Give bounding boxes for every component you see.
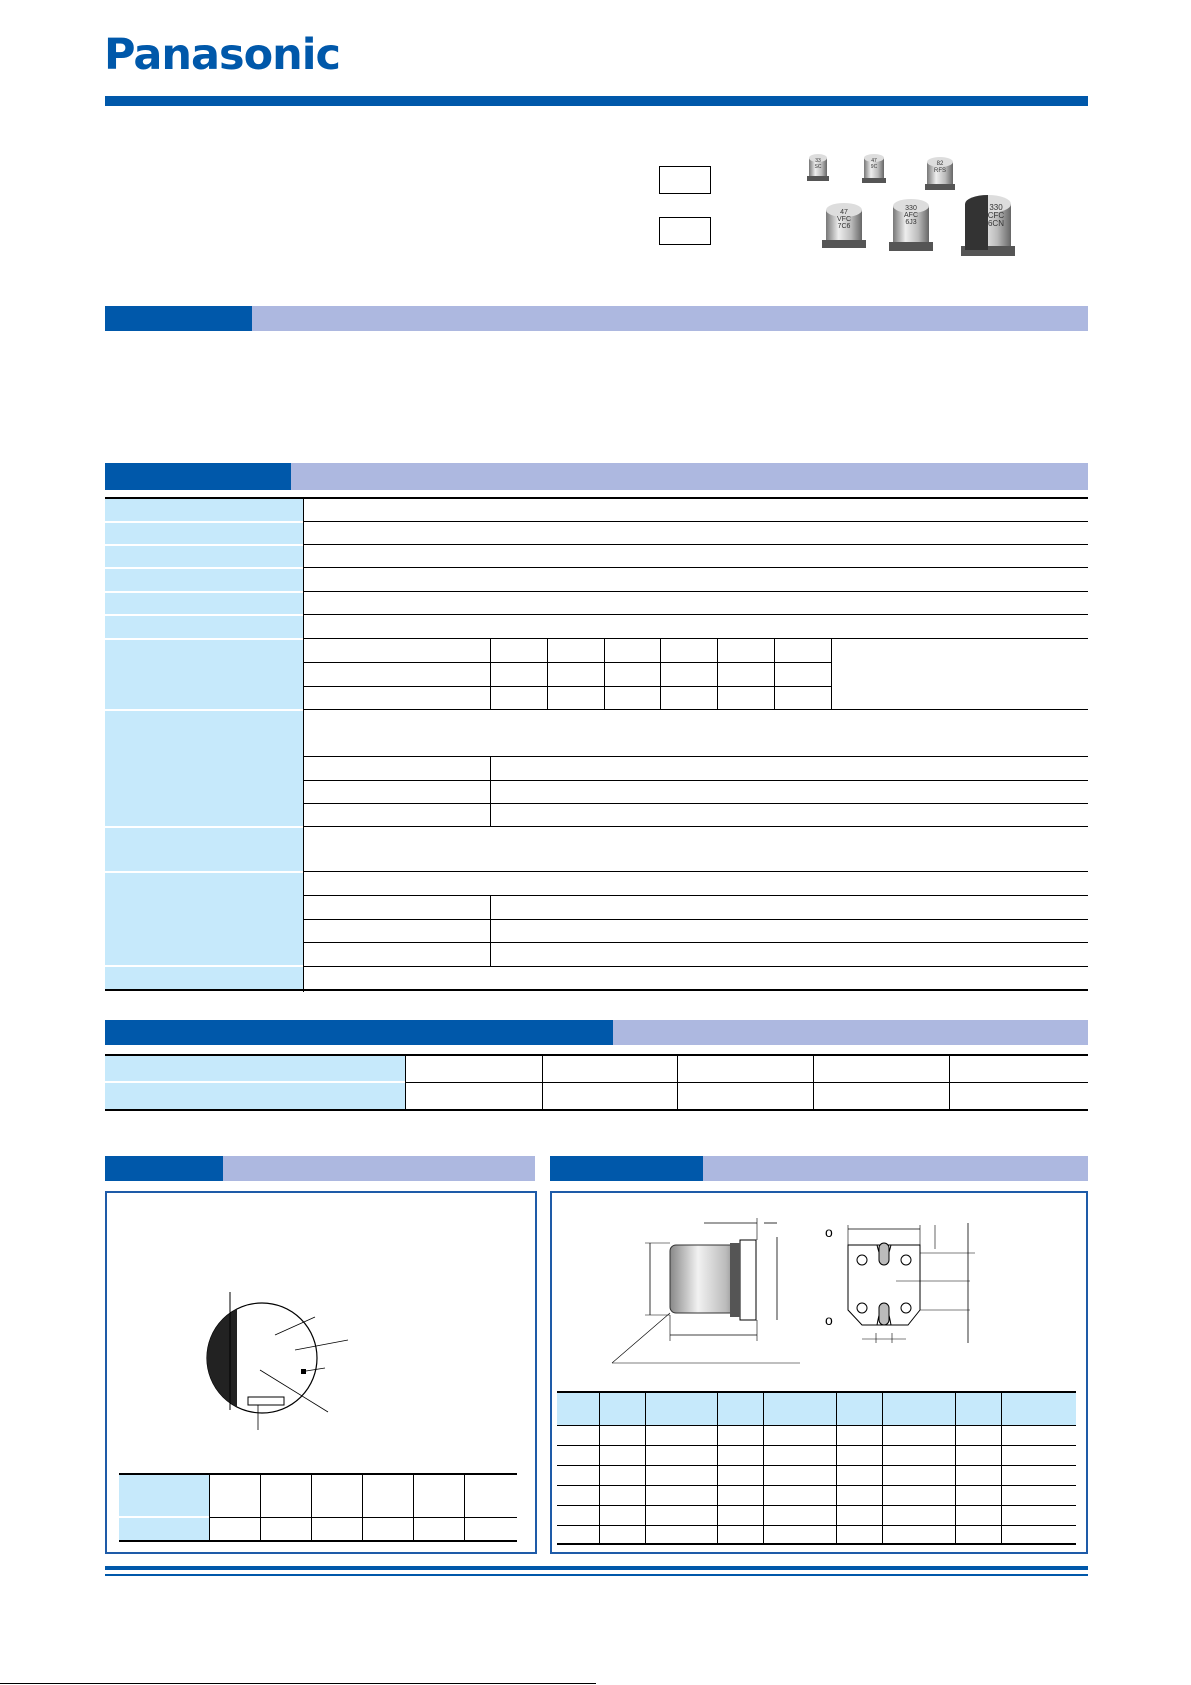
footer-rule-bottom bbox=[105, 1574, 1088, 1576]
marking-diagram-header bbox=[105, 1156, 535, 1181]
marking-box-1 bbox=[659, 166, 711, 194]
product-photos bbox=[800, 150, 1030, 270]
capacitor-photo-5 bbox=[889, 199, 933, 251]
photo-1-line-1: 33 bbox=[815, 158, 821, 164]
header-rule bbox=[105, 96, 1088, 106]
capacitor-photo-4 bbox=[822, 203, 866, 248]
section-tab bbox=[105, 306, 252, 331]
photo-5-line-1: 330 bbox=[905, 205, 917, 212]
photo-4-line-3: 7C6 bbox=[837, 223, 851, 230]
section-tab bbox=[105, 463, 291, 490]
dimension-drawing bbox=[600, 1215, 990, 1375]
panasonic-logo: Panasonic bbox=[104, 30, 340, 80]
photo-2-line-1: 47 bbox=[871, 158, 877, 164]
section-tab bbox=[105, 1156, 223, 1181]
photo-5-line-3: 6J3 bbox=[905, 219, 917, 226]
capacitor-photo-6 bbox=[961, 195, 1015, 256]
photo-6-line-2: CFC bbox=[987, 211, 1005, 220]
marker-2: o bbox=[825, 1312, 833, 1328]
section-tab bbox=[550, 1156, 703, 1181]
features-section-header bbox=[105, 306, 1088, 331]
footer-rule-top bbox=[105, 1566, 1088, 1570]
spec-label-column bbox=[105, 499, 303, 989]
capacitor-photo-2 bbox=[862, 154, 886, 183]
photo-6-line-1: 330 bbox=[989, 203, 1003, 212]
photo-3-line-2: RFS bbox=[934, 168, 946, 174]
photo-1-line-2: SC bbox=[814, 164, 822, 170]
marking-box-2 bbox=[659, 217, 711, 245]
section-tab bbox=[105, 1020, 613, 1045]
capacitor-photo-1 bbox=[807, 154, 829, 181]
photo-6-line-3: 6CN bbox=[987, 219, 1005, 228]
marking-section-header bbox=[105, 1020, 1088, 1045]
dimensions-header bbox=[550, 1156, 1088, 1181]
capacitor-photo-3 bbox=[925, 157, 955, 190]
specifications-section-header bbox=[105, 463, 1088, 490]
photo-3-line-1: 82 bbox=[936, 161, 944, 167]
marker-1: o bbox=[825, 1224, 833, 1240]
page-edge-line bbox=[0, 1683, 596, 1684]
photo-4-line-1: 47 bbox=[840, 209, 848, 216]
photo-2-line-2: 9C bbox=[870, 164, 878, 170]
photo-5-line-2: AFC bbox=[904, 212, 918, 219]
marking-diagram bbox=[200, 1290, 360, 1440]
photo-4-line-2: VFC bbox=[837, 216, 851, 223]
